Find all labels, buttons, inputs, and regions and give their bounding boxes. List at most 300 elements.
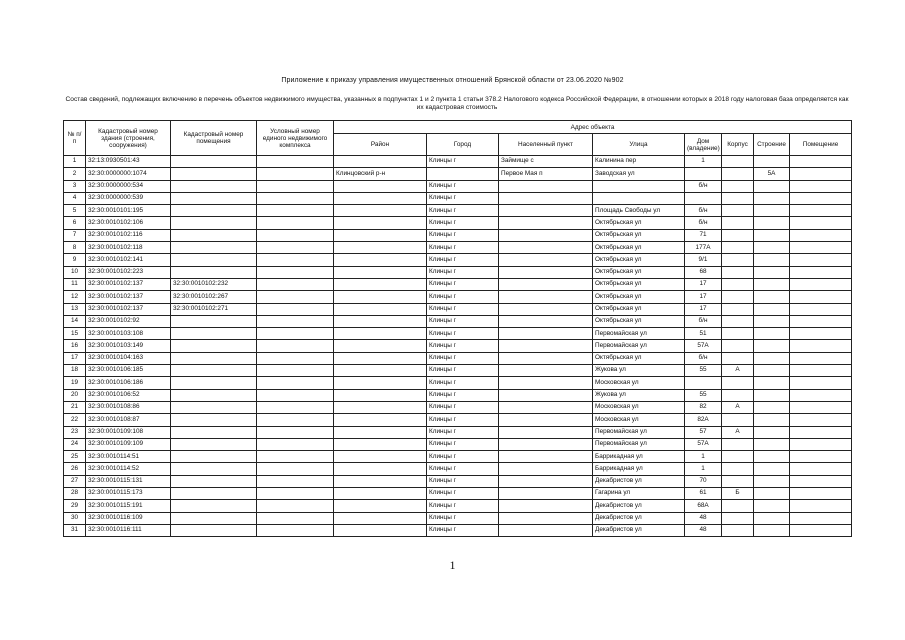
cell-street: Баррикадная ул [593,451,685,463]
cell-house: б/н [685,217,722,229]
cell-stroenie [754,229,790,241]
header-house: Дом (владение) [685,134,722,156]
cell-room [171,229,257,241]
cell-cond [257,168,334,180]
cell-city: Клинцы г [427,475,499,487]
header-num: № п/п [64,121,86,156]
cell-cond [257,192,334,204]
cell-house: 57А [685,438,722,450]
cell-num: 26 [64,463,86,475]
cell-building: 32:30:0010116:111 [86,524,171,536]
cell-pom [790,488,852,500]
cell-room [171,377,257,389]
cell-num: 12 [64,291,86,303]
cell-city: Клинцы г [427,451,499,463]
cell-cond [257,291,334,303]
cell-street: Октябрьская ул [593,229,685,241]
cell-building: 32:30:0010102:92 [86,315,171,327]
cell-city: Клинцы г [427,315,499,327]
cell-cond [257,524,334,536]
cell-stroenie [754,463,790,475]
cell-cond [257,438,334,450]
cell-street: Жукова ул [593,389,685,401]
table-row [64,156,852,168]
cell-num: 25 [64,451,86,463]
cell-stroenie [754,512,790,524]
cell-korpus [722,156,754,168]
cell-building: 32:30:0010114:51 [86,451,171,463]
cell-street: Октябрьская ул [593,291,685,303]
cell-korpus [722,242,754,254]
cell-num: 21 [64,401,86,413]
table-row [64,414,852,426]
cell-room [171,328,257,340]
table-row [64,180,852,192]
cell-room [171,254,257,266]
cell-pom [790,500,852,512]
table-row [64,229,852,241]
cell-settlement [499,389,593,401]
cell-num: 9 [64,254,86,266]
cell-city: Клинцы г [427,278,499,290]
cell-settlement [499,315,593,327]
cell-settlement [499,488,593,500]
cell-street: Декабристов ул [593,524,685,536]
cell-settlement [499,365,593,377]
cell-cond [257,426,334,438]
cell-pom [790,328,852,340]
cell-building: 32:30:0010102:137 [86,291,171,303]
cell-house: 1 [685,156,722,168]
cell-stroenie [754,524,790,536]
cell-settlement [499,266,593,278]
cell-district [334,229,427,241]
cell-cond [257,365,334,377]
cell-building: 32:30:0010115:131 [86,475,171,487]
cell-city: Клинцы г [427,401,499,413]
cell-cond [257,500,334,512]
cell-pom [790,156,852,168]
cell-cond [257,254,334,266]
cell-building: 32:30:0010106:186 [86,377,171,389]
cell-stroenie [754,426,790,438]
cell-korpus [722,524,754,536]
cell-street: Декабристов ул [593,475,685,487]
cell-korpus [722,463,754,475]
cell-cond [257,401,334,413]
cell-district [334,426,427,438]
cell-building: 32:30:0010116:109 [86,512,171,524]
cell-street: Заводская ул [593,168,685,180]
cell-stroenie [754,475,790,487]
cell-building: 32:30:0010102:118 [86,242,171,254]
cell-num: 17 [64,352,86,364]
cell-pom [790,365,852,377]
cell-korpus [722,340,754,352]
cell-pom [790,242,852,254]
cell-pom [790,340,852,352]
cell-room [171,500,257,512]
cell-district [334,524,427,536]
cell-pom [790,426,852,438]
cell-pom [790,451,852,463]
cell-district [334,352,427,364]
cell-street: Первомайская ул [593,426,685,438]
cell-num: 14 [64,315,86,327]
cell-korpus [722,512,754,524]
table-row [64,340,852,352]
cell-num: 4 [64,192,86,204]
cell-house: 55 [685,389,722,401]
cell-pom [790,303,852,315]
annex-title: Приложение к приказу управления имущественных отношений Брянской области от 23.06.2020 №902 [281,77,624,84]
cell-district [334,278,427,290]
cell-building: 32:30:0010102:116 [86,229,171,241]
header-district: Район [334,134,427,156]
table-row [64,192,852,204]
header-korpus: Корпус [722,134,754,156]
cell-settlement: Займище с [499,156,593,168]
cell-num: 7 [64,229,86,241]
cell-city: Клинцы г [427,205,499,217]
cell-num: 24 [64,438,86,450]
cell-korpus [722,303,754,315]
cell-city: Клинцы г [427,303,499,315]
cell-room [171,365,257,377]
cell-street: Октябрьская ул [593,303,685,315]
cell-street: Октябрьская ул [593,315,685,327]
table-row [64,512,852,524]
cell-pom [790,266,852,278]
cell-room [171,389,257,401]
cell-korpus [722,475,754,487]
cell-city: Клинцы г [427,291,499,303]
cell-stroenie [754,303,790,315]
table-row [64,291,852,303]
cell-cond [257,156,334,168]
table-row [64,254,852,266]
cell-house: б/н [685,315,722,327]
cell-cond [257,328,334,340]
cell-settlement [499,426,593,438]
cell-num: 18 [64,365,86,377]
cell-settlement [499,352,593,364]
table-row [64,463,852,475]
cell-pom [790,192,852,204]
cell-street: Декабристов ул [593,500,685,512]
cell-district [334,217,427,229]
table-row [64,488,852,500]
cell-korpus [722,315,754,327]
cell-stroenie [754,254,790,266]
cell-district [334,377,427,389]
cell-house: 55 [685,365,722,377]
cell-building: 32:30:0010115:191 [86,500,171,512]
cell-district [334,463,427,475]
cell-pom [790,229,852,241]
cell-room [171,451,257,463]
cell-building: 32:30:0010108:86 [86,401,171,413]
cell-house: 57А [685,340,722,352]
cell-num: 5 [64,205,86,217]
cell-city: Клинцы г [427,377,499,389]
cell-stroenie [754,377,790,389]
cell-building: 32:30:0010108:87 [86,414,171,426]
cell-cond [257,242,334,254]
table-row [64,365,852,377]
cell-room [171,192,257,204]
cell-num: 15 [64,328,86,340]
cell-cond [257,217,334,229]
cell-room [171,475,257,487]
header-conditional-number: Условный номер единого недвижимого комплекса [257,121,334,156]
cell-room: 32:30:0010102:271 [171,303,257,315]
table-row [64,217,852,229]
cell-num: 31 [64,524,86,536]
cell-korpus [722,438,754,450]
cell-korpus [722,291,754,303]
cell-house [685,192,722,204]
cell-room [171,242,257,254]
table-row [64,278,852,290]
cell-street: Декабристов ул [593,512,685,524]
cell-district [334,401,427,413]
cell-stroenie [754,451,790,463]
cell-korpus [722,414,754,426]
cell-settlement [499,377,593,389]
header-stroenie: Строение [754,134,790,156]
cell-house: 70 [685,475,722,487]
cell-cond [257,278,334,290]
cell-street [593,180,685,192]
cell-district [334,389,427,401]
cell-pom [790,401,852,413]
cell-room [171,426,257,438]
cell-room [171,180,257,192]
cell-city: Клинцы г [427,414,499,426]
table-row [64,500,852,512]
cell-house [685,377,722,389]
cell-city: Клинцы г [427,180,499,192]
cell-num: 16 [64,340,86,352]
cell-cond [257,340,334,352]
cell-stroenie [754,156,790,168]
cell-room: 32:30:0010102:232 [171,278,257,290]
cell-settlement [499,524,593,536]
cell-room [171,463,257,475]
cell-pom [790,278,852,290]
cell-street: Московская ул [593,377,685,389]
cell-cond [257,266,334,278]
cell-room [171,266,257,278]
cell-room [171,488,257,500]
cell-settlement [499,205,593,217]
cell-stroenie [754,266,790,278]
cell-city: Клинцы г [427,438,499,450]
cell-pom [790,414,852,426]
cell-num: 2 [64,168,86,180]
cell-num: 30 [64,512,86,524]
intro-text: Состав сведений, подлежащих включению в перечень объектов недвижимого имущества, указанных в подпунктах 1 и 2 пункта 1 статьи 378.2 Налогового кодекса Российской Федерации, в отношении которых в 2018 году налоговая база определяется как их кадастровая стоимость [65,96,849,111]
cell-house: 9/1 [685,254,722,266]
cell-pom [790,217,852,229]
cell-stroenie [754,217,790,229]
cell-korpus [722,205,754,217]
cell-street: Октябрьская ул [593,352,685,364]
cell-korpus [722,377,754,389]
cell-korpus [722,389,754,401]
cell-district [334,512,427,524]
cell-district [334,315,427,327]
cell-building: 32:30:0010106:185 [86,365,171,377]
cell-city [427,168,499,180]
cell-settlement [499,328,593,340]
cell-num: 20 [64,389,86,401]
cell-city: Клинцы г [427,365,499,377]
cell-stroenie [754,352,790,364]
page-number: 1 [449,558,456,572]
cell-pom [790,291,852,303]
cell-street: Московская ул [593,414,685,426]
cell-cond [257,451,334,463]
cell-street [593,192,685,204]
cell-stroenie [754,438,790,450]
table-row [64,328,852,340]
cell-korpus [722,168,754,180]
cell-street: Площадь Свободы ул [593,205,685,217]
cell-building: 32:30:0010102:137 [86,278,171,290]
cell-korpus [722,352,754,364]
cell-stroenie [754,401,790,413]
cell-korpus: А [722,365,754,377]
cell-cond [257,377,334,389]
cell-house: 17 [685,303,722,315]
table-row [64,524,852,536]
cell-settlement: Первое Мая п [499,168,593,180]
cell-street: Октябрьская ул [593,278,685,290]
cell-district [334,328,427,340]
cell-house: 1 [685,463,722,475]
cell-city: Клинцы г [427,352,499,364]
table-row [64,205,852,217]
cell-settlement [499,192,593,204]
table-row [64,438,852,450]
cell-korpus [722,254,754,266]
cell-building: 32:30:0010106:52 [86,389,171,401]
cell-city: Клинцы г [427,192,499,204]
cell-pom [790,524,852,536]
cell-street: Гагарина ул [593,488,685,500]
cell-city: Клинцы г [427,426,499,438]
property-register-table [63,120,852,537]
cell-city: Клинцы г [427,340,499,352]
cell-settlement [499,451,593,463]
cell-num: 13 [64,303,86,315]
header-settlement: Населенный пункт [499,134,593,156]
header-room-cadastral: Кадастровый номер помещения [171,121,257,156]
cell-settlement [499,438,593,450]
cell-settlement [499,291,593,303]
cell-building: 32:30:0010102:106 [86,217,171,229]
cell-building: 32:30:0010102:223 [86,266,171,278]
table-row [64,168,852,180]
cell-city: Клинцы г [427,500,499,512]
table-row [64,377,852,389]
table-body [64,156,852,537]
cell-stroenie [754,414,790,426]
cell-stroenie [754,500,790,512]
cell-stroenie [754,328,790,340]
cell-pom [790,377,852,389]
cell-district [334,205,427,217]
table-row [64,389,852,401]
cell-num: 1 [64,156,86,168]
cell-district [334,365,427,377]
cell-pom [790,463,852,475]
cell-district: Клинцовский р-н [334,168,427,180]
cell-district [334,451,427,463]
cell-stroenie [754,389,790,401]
cell-room [171,414,257,426]
cell-stroenie [754,340,790,352]
cell-house: 1 [685,451,722,463]
cell-district [334,500,427,512]
cell-cond [257,303,334,315]
cell-stroenie [754,192,790,204]
cell-room [171,438,257,450]
cell-building: 32:30:0010115:173 [86,488,171,500]
cell-settlement [499,512,593,524]
cell-room [171,340,257,352]
header-street: Улица [593,134,685,156]
cell-building: 32:30:0010102:141 [86,254,171,266]
table-row [64,475,852,487]
cell-pom [790,168,852,180]
cell-korpus [722,266,754,278]
cell-num: 28 [64,488,86,500]
cell-cond [257,463,334,475]
cell-street: Калинина пер [593,156,685,168]
cell-building: 32:30:0000000:1074 [86,168,171,180]
header-pomeshchenie: Помещение [790,134,852,156]
cell-city: Клинцы г [427,229,499,241]
cell-house: 82 [685,401,722,413]
cell-room [171,205,257,217]
cell-pom [790,254,852,266]
cell-stroenie [754,205,790,217]
cell-building: 32:30:0010109:109 [86,438,171,450]
table-row [64,242,852,254]
cell-district [334,340,427,352]
cell-room [171,512,257,524]
cell-building: 32:30:0010103:108 [86,328,171,340]
cell-num: 27 [64,475,86,487]
cell-korpus [722,217,754,229]
cell-city: Клинцы г [427,328,499,340]
cell-korpus: А [722,401,754,413]
cell-district [334,438,427,450]
cell-cond [257,352,334,364]
cell-settlement [499,254,593,266]
cell-pom [790,475,852,487]
cell-city: Клинцы г [427,217,499,229]
cell-room [171,168,257,180]
cell-street: Жукова ул [593,365,685,377]
cell-city: Клинцы г [427,389,499,401]
cell-korpus [722,451,754,463]
cell-stroenie [754,278,790,290]
cell-building: 32:30:0010101:195 [86,205,171,217]
